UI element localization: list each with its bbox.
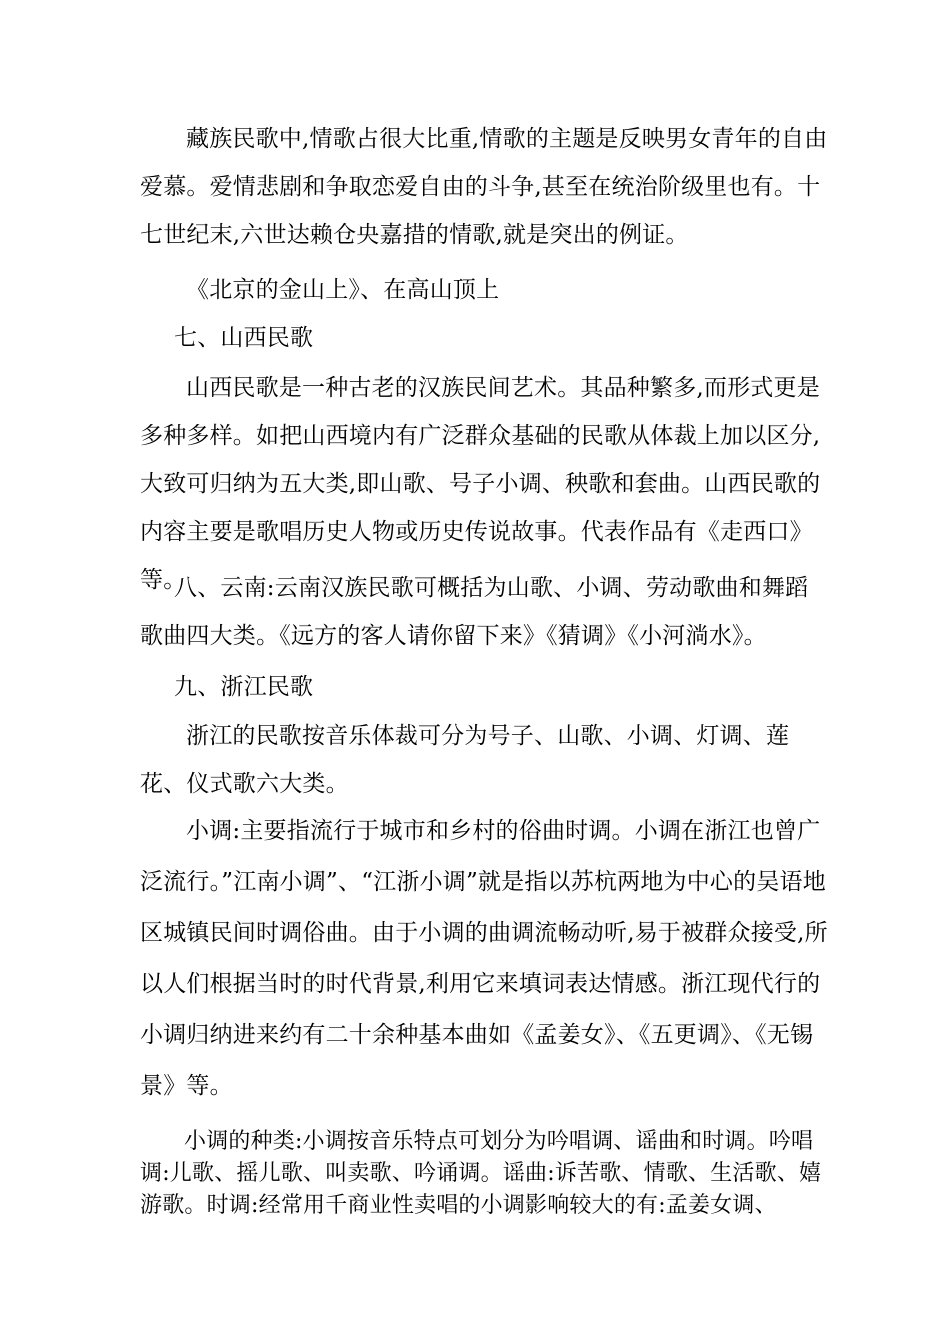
- paragraph-zhejiang-genres: 浙江的民歌按音乐体裁可分为号子、山歌、小调、灯调、莲花、仪式歌六大类。: [140, 723, 790, 797]
- heading-shanxi-folk-songs: 七、山西民歌: [174, 325, 314, 351]
- paragraph-tibetan-love-songs: 藏族民歌中,情歌占很大比重,情歌的主题是反映男女青年的自由爱慕。爱情悲剧和争取恋爱自由的斗争,甚至在统治阶级里也有。十七世纪末,六世达赖仓央嘉措的情歌,就是突出的例证。: [140, 126, 828, 248]
- paragraph-xiaodiao-types: 小调的种类:小调按音乐特点可划分为吟唱调、谣曲和时调。吟唱调:儿歌、摇儿歌、叫卖歌、吟诵调。谣曲:诉苦歌、情歌、生活歌、嬉游歌。时调:经常用千商业性卖唱的小调影响较大的有:孟姜女调、: [140, 1129, 822, 1218]
- paragraph-song-titles: 《北京的金山上》、在高山顶上: [186, 277, 500, 303]
- paragraph-yunnan-folk-songs: 八、云南:云南汉族民歌可概括为山歌、小调、劳动歌曲和舞蹈歌曲四大类。《远方的客人请你留下来》《猜调》《小河淌水》。: [140, 575, 809, 649]
- paragraph-shanxi-folk-songs: 山西民歌是一种古老的汉族民间艺术。其品种繁多,而形式更是多种多样。如把山西境内有广泛群众基础的民歌从体裁上加以区分,大致可归纳为五大类,即山歌、号子小调、秧歌和套曲。山西民歌的内容主要是歌唱历史人物或历史传说故事。代表作品有《走西口》等。: [140, 375, 821, 593]
- paragraph-xiaodiao: 小调:主要指流行于城市和乡村的俗曲时调。小调在浙江也曾广泛流行。”江南小调”、“江浙小调”就是指以苏杭两地为中心的吴语地区城镇民间时调俗曲。由于小调的曲调流畅动听,易于被群众接受,所以人们根据当时的时代背景,利用它来填词表达情感。浙江现代行的小调归纳进来约有二十余种基本曲如《孟姜女》、《五更调》、《无锡景》等。: [140, 818, 828, 1099]
- heading-zhejiang-folk-songs: 九、浙江民歌: [174, 674, 314, 700]
